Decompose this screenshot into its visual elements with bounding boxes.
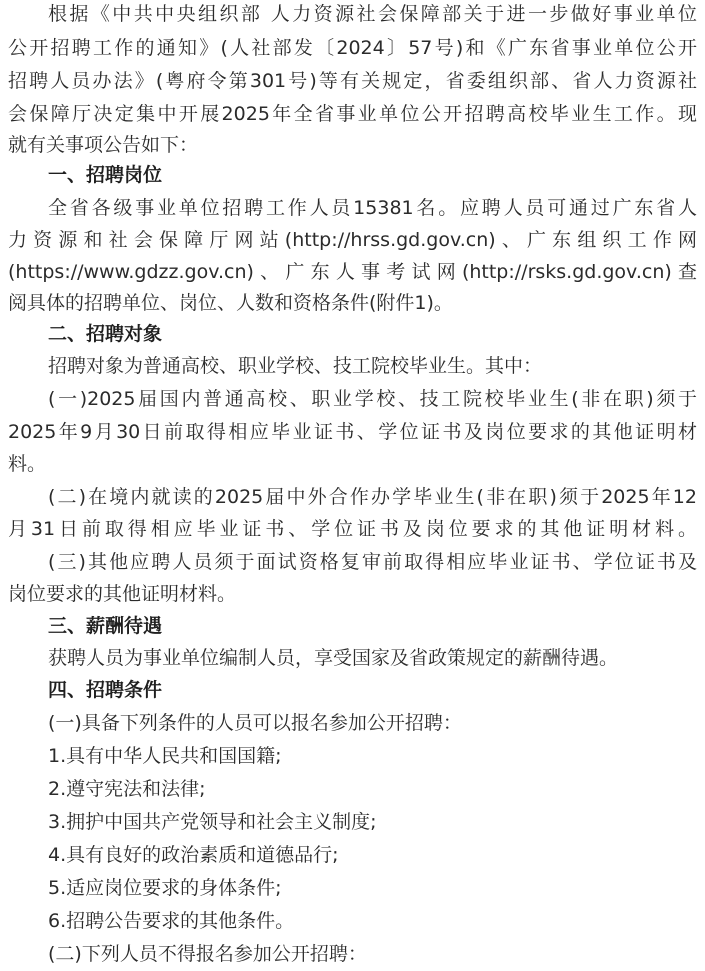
paragraph-line: (二)在境内就读的2025届中外合作办学毕业生(非在职)须于2025年12: [48, 486, 697, 508]
paragraph-line: (一)具备下列条件的人员可以报名参加公开招聘：: [48, 712, 462, 734]
list-item: 4.具有良好的政治素质和道德品行;: [48, 844, 339, 866]
list-item: 1.具有中华人民共和国国籍;: [48, 745, 282, 767]
paragraph-line: 招聘对象为普通高校、职业学校、技工院校毕业生。其中：: [48, 355, 543, 377]
section-heading: 一、招聘岗位: [48, 164, 163, 186]
paragraph-line: 公开招聘工作的通知》(人社部发〔2024〕57号)和《广东省事业单位公开: [8, 37, 697, 59]
list-item: 3.拥护中国共产党领导和社会主义制度;: [48, 811, 377, 833]
paragraph-line: 阅具体的招聘单位、岗位、人数和资格条件(附件1)。: [8, 292, 453, 314]
paragraph-line: 根据《中共中央组织部 人力资源社会保障部关于进一步做好事业单位: [48, 3, 697, 25]
paragraph-line: 岗位要求的其他证明材料。: [8, 583, 237, 605]
paragraph-line: (https://www.gdzz.gov.cn)、广东人事考试网(http://rsks.gd.gov.cn)查: [8, 261, 697, 283]
paragraph-line: 会保障厅决定集中开展2025年全省事业单位公开招聘高校毕业生工作。现: [8, 103, 697, 125]
list-item: 2.遵守宪法和法律;: [48, 778, 206, 800]
list-item: 5.适应岗位要求的身体条件;: [48, 877, 282, 899]
paragraph-line: 力资源和社会保障厅网站(http://hrss.gd.gov.cn)、广东组织工作网: [8, 229, 697, 251]
section-heading: 二、招聘对象: [48, 323, 163, 345]
paragraph-line: 全省各级事业单位招聘工作人员15381名。应聘人员可通过广东省人: [48, 197, 697, 219]
list-item: 6.招聘公告要求的其他条件。: [48, 910, 295, 932]
section-heading: 四、招聘条件: [48, 679, 163, 701]
paragraph-line: (一)2025届国内普通高校、职业学校、技工院校毕业生(非在职)须于: [48, 388, 697, 410]
paragraph-line: (三)其他应聘人员须于面试资格复审前取得相应毕业证书、学位证书及: [48, 551, 697, 573]
section-heading: 三、薪酬待遇: [48, 615, 163, 637]
paragraph-line: 2025年9月30日前取得相应毕业证书、学位证书及岗位要求的其他证明材: [8, 421, 697, 443]
paragraph-line: (二)下列人员不得报名参加公开招聘：: [48, 943, 367, 965]
paragraph-line: 月31日前取得相应毕业证书、学位证书及岗位要求的其他证明材料。: [8, 518, 697, 540]
paragraph-line: 料。: [8, 453, 47, 475]
paragraph-line: 招聘人员办法》(粤府令第301号)等有关规定，省委组织部、省人力资源社: [8, 70, 697, 92]
paragraph-line: 获聘人员为事业单位编制人员，享受国家及省政策规定的薪酬待遇。: [48, 647, 619, 669]
paragraph-line: 就有关事项公告如下：: [8, 134, 199, 156]
